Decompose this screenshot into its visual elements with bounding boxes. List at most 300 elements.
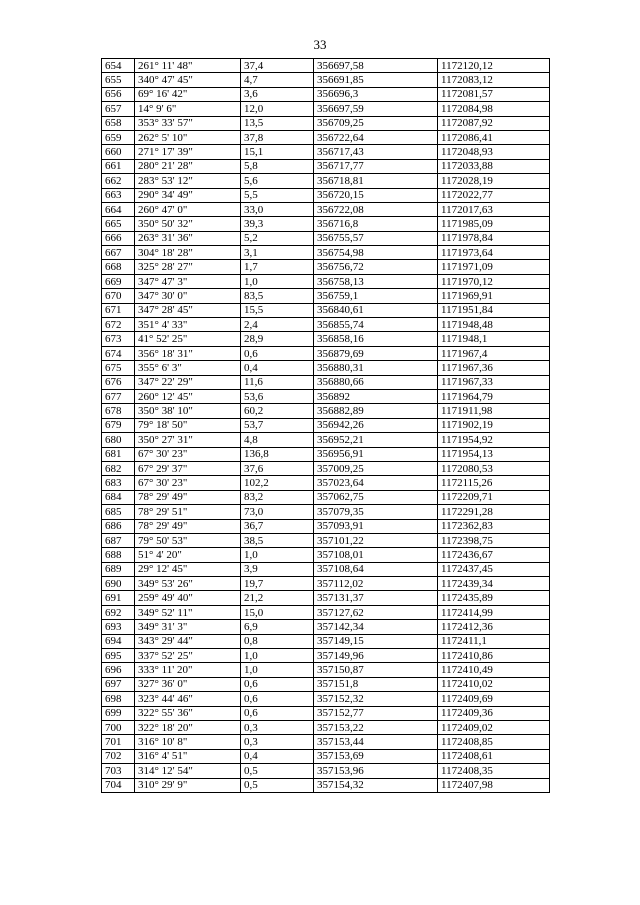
x-coordinate-cell: 356718,81 [314,174,438,188]
table-row [102,145,550,159]
point-number-cell: 699 [102,706,135,720]
bearing-cell: 353° 33' 57" [135,116,241,130]
x-coordinate-cell: 356840,61 [314,303,438,317]
point-number-cell: 672 [102,318,135,332]
x-coordinate-cell: 357154,32 [314,778,438,792]
point-number-cell: 679 [102,418,135,432]
point-number-cell: 701 [102,735,135,749]
x-coordinate-cell: 356858,16 [314,332,438,346]
distance-cell: 0,8 [241,634,314,648]
bearing-cell: 260° 12' 45" [135,389,241,403]
table-row [102,447,550,461]
y-coordinate-cell: 1171967,36 [438,361,550,375]
point-number-cell: 684 [102,490,135,504]
table-row [102,735,550,749]
x-coordinate-cell: 357131,37 [314,591,438,605]
point-number-cell: 661 [102,159,135,173]
x-coordinate-cell: 357079,35 [314,505,438,519]
x-coordinate-cell: 356697,59 [314,102,438,116]
bearing-cell: 263° 31' 36" [135,231,241,245]
x-coordinate-cell: 356942,26 [314,418,438,432]
bearing-cell: 325° 28' 27" [135,260,241,274]
y-coordinate-cell: 1172022,77 [438,188,550,202]
y-coordinate-cell: 1171951,84 [438,303,550,317]
bearing-cell: 280° 21' 28" [135,159,241,173]
table-row [102,720,550,734]
y-coordinate-cell: 1171978,84 [438,231,550,245]
point-number-cell: 656 [102,87,135,101]
x-coordinate-cell: 357127,62 [314,605,438,619]
bearing-cell: 347° 22' 29" [135,375,241,389]
point-number-cell: 662 [102,174,135,188]
point-number-cell: 671 [102,303,135,317]
table-row [102,548,550,562]
y-coordinate-cell: 1172410,49 [438,663,550,677]
y-coordinate-cell: 1172408,61 [438,749,550,763]
x-coordinate-cell: 357152,77 [314,706,438,720]
distance-cell: 3,9 [241,562,314,576]
table-row [102,389,550,403]
y-coordinate-cell: 1171954,13 [438,447,550,461]
coordinates-table [101,58,550,793]
distance-cell: 83,5 [241,289,314,303]
point-number-cell: 683 [102,476,135,490]
y-coordinate-cell: 1172033,88 [438,159,550,173]
y-coordinate-cell: 1171948,48 [438,318,550,332]
y-coordinate-cell: 1172409,02 [438,720,550,734]
table-row [102,677,550,691]
bearing-cell: 29° 12' 45" [135,562,241,576]
y-coordinate-cell: 1172408,35 [438,764,550,778]
y-coordinate-cell: 1172410,86 [438,649,550,663]
table-row [102,231,550,245]
x-coordinate-cell: 356754,98 [314,246,438,260]
point-number-cell: 667 [102,246,135,260]
x-coordinate-cell: 356855,74 [314,318,438,332]
distance-cell: 5,5 [241,188,314,202]
x-coordinate-cell: 356882,89 [314,404,438,418]
y-coordinate-cell: 1171967,4 [438,346,550,360]
bearing-cell: 356° 18' 31" [135,346,241,360]
bearing-cell: 337° 52' 25" [135,649,241,663]
y-coordinate-cell: 1172028,19 [438,174,550,188]
point-number-cell: 682 [102,461,135,475]
point-number-cell: 677 [102,389,135,403]
y-coordinate-cell: 1172017,63 [438,202,550,216]
distance-cell: 136,8 [241,447,314,461]
distance-cell: 28,9 [241,332,314,346]
table-row [102,202,550,216]
bearing-cell: 327° 36' 0" [135,677,241,691]
distance-cell: 1,0 [241,274,314,288]
x-coordinate-cell: 357009,25 [314,461,438,475]
distance-cell: 33,0 [241,202,314,216]
point-number-cell: 660 [102,145,135,159]
distance-cell: 0,5 [241,764,314,778]
y-coordinate-cell: 1172086,41 [438,130,550,144]
table-row [102,749,550,763]
point-number-cell: 668 [102,260,135,274]
x-coordinate-cell: 357153,69 [314,749,438,763]
x-coordinate-cell: 357062,75 [314,490,438,504]
table-row [102,505,550,519]
distance-cell: 15,5 [241,303,314,317]
bearing-cell: 271° 17' 39" [135,145,241,159]
y-coordinate-cell: 1172439,34 [438,577,550,591]
x-coordinate-cell: 356755,57 [314,231,438,245]
bearing-cell: 67° 30' 23" [135,476,241,490]
x-coordinate-cell: 357093,91 [314,519,438,533]
point-number-cell: 657 [102,102,135,116]
x-coordinate-cell: 357112,02 [314,577,438,591]
bearing-cell: 79° 18' 50" [135,418,241,432]
x-coordinate-cell: 357108,01 [314,548,438,562]
y-coordinate-cell: 1172115,26 [438,476,550,490]
x-coordinate-cell: 357151,8 [314,677,438,691]
table-row [102,649,550,663]
distance-cell: 0,4 [241,361,314,375]
x-coordinate-cell: 357101,22 [314,533,438,547]
distance-cell: 6,9 [241,620,314,634]
x-coordinate-cell: 356759,1 [314,289,438,303]
y-coordinate-cell: 1172411,1 [438,634,550,648]
x-coordinate-cell: 356709,25 [314,116,438,130]
table-row [102,102,550,116]
bearing-cell: 347° 28' 45" [135,303,241,317]
point-number-cell: 703 [102,764,135,778]
distance-cell: 0,6 [241,346,314,360]
y-coordinate-cell: 1171967,33 [438,375,550,389]
table-row [102,663,550,677]
distance-cell: 2,4 [241,318,314,332]
y-coordinate-cell: 1172410,02 [438,677,550,691]
x-coordinate-cell: 357149,96 [314,649,438,663]
y-coordinate-cell: 1172120,12 [438,59,550,73]
point-number-cell: 655 [102,73,135,87]
distance-cell: 38,5 [241,533,314,547]
y-coordinate-cell: 1171964,79 [438,389,550,403]
bearing-cell: 343° 29' 44" [135,634,241,648]
bearing-cell: 347° 47' 3" [135,274,241,288]
distance-cell: 15,0 [241,605,314,619]
table-row [102,764,550,778]
point-number-cell: 666 [102,231,135,245]
point-number-cell: 678 [102,404,135,418]
table-row [102,188,550,202]
y-coordinate-cell: 1171911,98 [438,404,550,418]
y-coordinate-cell: 1172362,83 [438,519,550,533]
y-coordinate-cell: 1172209,71 [438,490,550,504]
x-coordinate-cell: 356696,3 [314,87,438,101]
point-number-cell: 654 [102,59,135,73]
distance-cell: 0,3 [241,735,314,749]
y-coordinate-cell: 1172437,45 [438,562,550,576]
bearing-cell: 322° 55' 36" [135,706,241,720]
table-row [102,404,550,418]
x-coordinate-cell: 356756,72 [314,260,438,274]
distance-cell: 19,7 [241,577,314,591]
bearing-cell: 310° 29' 9" [135,778,241,792]
x-coordinate-cell: 356717,43 [314,145,438,159]
coordinates-table-body [102,59,550,793]
table-row [102,418,550,432]
x-coordinate-cell: 356720,15 [314,188,438,202]
distance-cell: 83,2 [241,490,314,504]
y-coordinate-cell: 1172436,67 [438,548,550,562]
table-row [102,87,550,101]
distance-cell: 1,0 [241,548,314,562]
table-row [102,634,550,648]
distance-cell: 3,1 [241,246,314,260]
table-row [102,274,550,288]
table-row [102,303,550,317]
distance-cell: 0,6 [241,706,314,720]
x-coordinate-cell: 357023,64 [314,476,438,490]
point-number-cell: 659 [102,130,135,144]
bearing-cell: 259° 49' 40" [135,591,241,605]
point-number-cell: 664 [102,202,135,216]
table-row [102,246,550,260]
distance-cell: 36,7 [241,519,314,533]
point-number-cell: 695 [102,649,135,663]
table-row [102,59,550,73]
bearing-cell: 316° 4' 51" [135,749,241,763]
distance-cell: 1,7 [241,260,314,274]
x-coordinate-cell: 356716,8 [314,217,438,231]
y-coordinate-cell: 1172048,93 [438,145,550,159]
bearing-cell: 78° 29' 49" [135,519,241,533]
distance-cell: 12,0 [241,102,314,116]
point-number-cell: 693 [102,620,135,634]
bearing-cell: 323° 44' 46" [135,692,241,706]
distance-cell: 15,1 [241,145,314,159]
bearing-cell: 355° 6' 3" [135,361,241,375]
distance-cell: 11,6 [241,375,314,389]
point-number-cell: 692 [102,605,135,619]
bearing-cell: 67° 30' 23" [135,447,241,461]
point-number-cell: 658 [102,116,135,130]
distance-cell: 37,4 [241,59,314,73]
table-row [102,346,550,360]
point-number-cell: 663 [102,188,135,202]
distance-cell: 102,2 [241,476,314,490]
distance-cell: 0,5 [241,778,314,792]
y-coordinate-cell: 1171970,12 [438,274,550,288]
y-coordinate-cell: 1171948,1 [438,332,550,346]
table-row [102,692,550,706]
table-row [102,130,550,144]
point-number-cell: 685 [102,505,135,519]
x-coordinate-cell: 356880,66 [314,375,438,389]
distance-cell: 4,7 [241,73,314,87]
table-row [102,217,550,231]
bearing-cell: 316° 10' 8" [135,735,241,749]
distance-cell: 13,5 [241,116,314,130]
bearing-cell: 314° 12' 54" [135,764,241,778]
y-coordinate-cell: 1172412,36 [438,620,550,634]
bearing-cell: 350° 50' 32" [135,217,241,231]
y-coordinate-cell: 1172084,98 [438,102,550,116]
table-row [102,73,550,87]
y-coordinate-cell: 1172083,12 [438,73,550,87]
point-number-cell: 670 [102,289,135,303]
table-row [102,577,550,591]
table-row [102,620,550,634]
table-row [102,260,550,274]
y-coordinate-cell: 1172081,57 [438,87,550,101]
bearing-cell: 260° 47' 0" [135,202,241,216]
table-row [102,116,550,130]
point-number-cell: 700 [102,720,135,734]
bearing-cell: 262° 5' 10" [135,130,241,144]
distance-cell: 37,8 [241,130,314,144]
bearing-cell: 350° 38' 10" [135,404,241,418]
bearing-cell: 79° 50' 53" [135,533,241,547]
bearing-cell: 340° 47' 45" [135,73,241,87]
bearing-cell: 261° 11' 48" [135,59,241,73]
y-coordinate-cell: 1171969,91 [438,289,550,303]
table-row [102,562,550,576]
table-row [102,591,550,605]
distance-cell: 53,6 [241,389,314,403]
distance-cell: 37,6 [241,461,314,475]
bearing-cell: 333° 11' 20" [135,663,241,677]
table-row [102,533,550,547]
distance-cell: 5,8 [241,159,314,173]
point-number-cell: 704 [102,778,135,792]
point-number-cell: 702 [102,749,135,763]
x-coordinate-cell: 356952,21 [314,433,438,447]
point-number-cell: 688 [102,548,135,562]
y-coordinate-cell: 1171954,92 [438,433,550,447]
point-number-cell: 697 [102,677,135,691]
table-row [102,778,550,792]
point-number-cell: 698 [102,692,135,706]
x-coordinate-cell: 357153,22 [314,720,438,734]
distance-cell: 4,8 [241,433,314,447]
x-coordinate-cell: 356758,13 [314,274,438,288]
x-coordinate-cell: 356722,08 [314,202,438,216]
x-coordinate-cell: 356722,64 [314,130,438,144]
bearing-cell: 304° 18' 28" [135,246,241,260]
point-number-cell: 675 [102,361,135,375]
y-coordinate-cell: 1172291,28 [438,505,550,519]
point-number-cell: 686 [102,519,135,533]
point-number-cell: 665 [102,217,135,231]
distance-cell: 3,6 [241,87,314,101]
y-coordinate-cell: 1172435,89 [438,591,550,605]
table-row [102,159,550,173]
distance-cell: 73,0 [241,505,314,519]
point-number-cell: 689 [102,562,135,576]
bearing-cell: 51° 4' 20" [135,548,241,562]
bearing-cell: 41° 52' 25" [135,332,241,346]
y-coordinate-cell: 1172408,85 [438,735,550,749]
page-number: 33 [313,37,327,52]
distance-cell: 0,3 [241,720,314,734]
bearing-cell: 290° 34' 49" [135,188,241,202]
y-coordinate-cell: 1172409,69 [438,692,550,706]
y-coordinate-cell: 1171985,09 [438,217,550,231]
bearing-cell: 67° 29' 37" [135,461,241,475]
x-coordinate-cell: 357152,32 [314,692,438,706]
bearing-cell: 351° 4' 33" [135,318,241,332]
point-number-cell: 680 [102,433,135,447]
distance-cell: 21,2 [241,591,314,605]
y-coordinate-cell: 1172087,92 [438,116,550,130]
bearing-cell: 349° 31' 3" [135,620,241,634]
bearing-cell: 347° 30' 0" [135,289,241,303]
table-row [102,174,550,188]
point-number-cell: 696 [102,663,135,677]
bearing-cell: 349° 53' 26" [135,577,241,591]
distance-cell: 0,4 [241,749,314,763]
point-number-cell: 691 [102,591,135,605]
y-coordinate-cell: 1172398,75 [438,533,550,547]
distance-cell: 1,0 [241,663,314,677]
bearing-cell: 14° 9' 6" [135,102,241,116]
point-number-cell: 681 [102,447,135,461]
table-row [102,289,550,303]
y-coordinate-cell: 1171902,19 [438,418,550,432]
table-row [102,706,550,720]
table-row [102,318,550,332]
table-row [102,476,550,490]
x-coordinate-cell: 357142,34 [314,620,438,634]
distance-cell: 0,6 [241,677,314,691]
x-coordinate-cell: 356956,91 [314,447,438,461]
point-number-cell: 690 [102,577,135,591]
x-coordinate-cell: 357150,87 [314,663,438,677]
bearing-cell: 350° 27' 31" [135,433,241,447]
x-coordinate-cell: 356691,85 [314,73,438,87]
bearing-cell: 78° 29' 49" [135,490,241,504]
distance-cell: 0,6 [241,692,314,706]
point-number-cell: 687 [102,533,135,547]
distance-cell: 1,0 [241,649,314,663]
bearing-cell: 78° 29' 51" [135,505,241,519]
distance-cell: 53,7 [241,418,314,432]
table-row [102,461,550,475]
x-coordinate-cell: 356717,77 [314,159,438,173]
bearing-cell: 283° 53' 12" [135,174,241,188]
table-row [102,332,550,346]
bearing-cell: 69° 16' 42" [135,87,241,101]
y-coordinate-cell: 1172080,53 [438,461,550,475]
x-coordinate-cell: 356880,31 [314,361,438,375]
y-coordinate-cell: 1172407,98 [438,778,550,792]
distance-cell: 5,6 [241,174,314,188]
distance-cell: 60,2 [241,404,314,418]
x-coordinate-cell: 357149,15 [314,634,438,648]
point-number-cell: 694 [102,634,135,648]
distance-cell: 5,2 [241,231,314,245]
table-row [102,433,550,447]
distance-cell: 39,3 [241,217,314,231]
point-number-cell: 676 [102,375,135,389]
y-coordinate-cell: 1171971,09 [438,260,550,274]
point-number-cell: 669 [102,274,135,288]
x-coordinate-cell: 356879,69 [314,346,438,360]
point-number-cell: 673 [102,332,135,346]
x-coordinate-cell: 357153,44 [314,735,438,749]
point-number-cell: 674 [102,346,135,360]
y-coordinate-cell: 1172409,36 [438,706,550,720]
table-row [102,361,550,375]
table-row [102,605,550,619]
x-coordinate-cell: 357153,96 [314,764,438,778]
table-row [102,519,550,533]
